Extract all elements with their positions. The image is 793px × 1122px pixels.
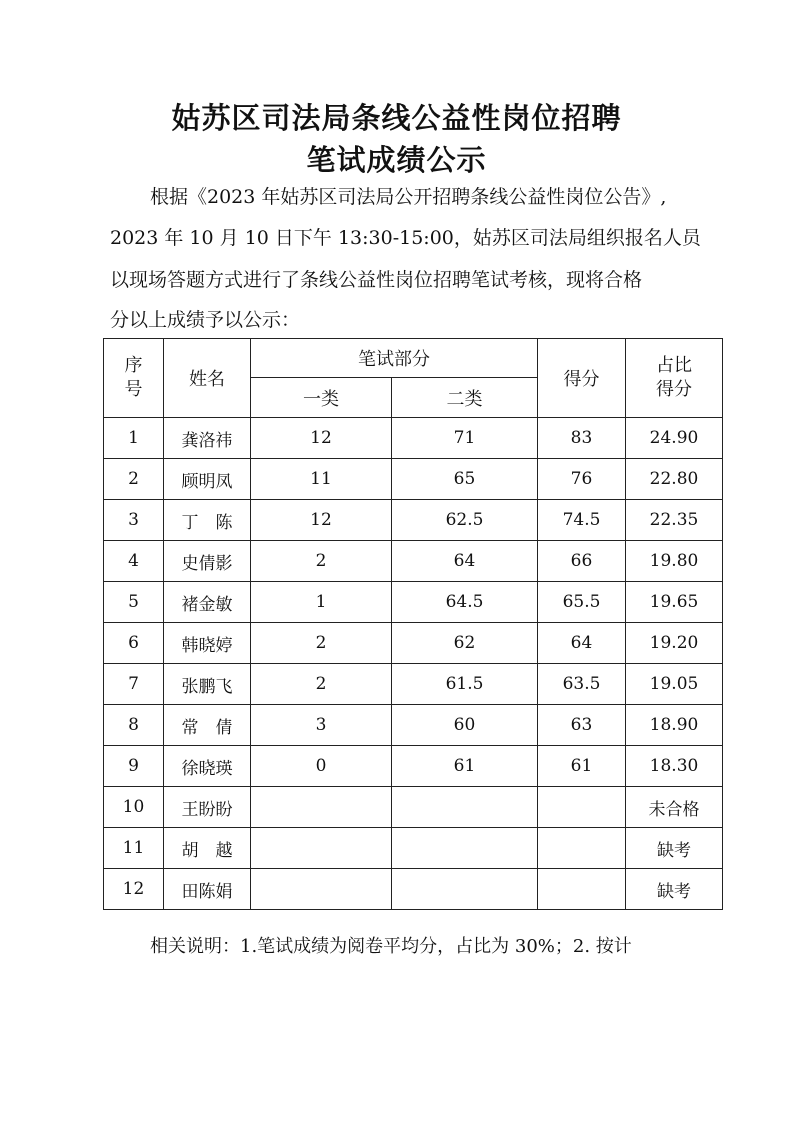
cell-cat2 [392,828,538,869]
header-written: 笔试部分 [251,339,538,378]
cell-cat2: 62 [392,623,538,664]
table-row [104,500,723,541]
cell-cat2: 65 [392,459,538,500]
cell-cat1: 2 [251,623,392,664]
cell-score [538,828,626,869]
cell-cat2: 61 [392,746,538,787]
score-table [103,338,723,910]
cell-cat1: 0 [251,746,392,787]
cell-seq: 6 [104,623,164,664]
cell-score: 76 [538,459,626,500]
document-subtitle: 笔试成绩公示 [306,143,487,177]
cell-name: 张鹏飞 [164,664,251,705]
table-row [104,664,723,705]
cell-name: 胡 越 [164,828,251,869]
table-row [104,582,723,623]
score-table-body [104,339,723,910]
header-seq [104,339,164,418]
cell-score: 61 [538,746,626,787]
cell-seq: 5 [104,582,164,623]
cell-cat2: 62.5 [392,500,538,541]
notes-text: 相关说明：1.笔试成绩为阅卷平均分，占比为 30%；2. 按计 [150,936,632,957]
cell-name: 常 倩 [164,705,251,746]
cell-ratio: 24.90 [626,418,723,459]
cell-name: 褚金敏 [164,582,251,623]
cell-ratio: 22.80 [626,459,723,500]
cell-seq: 12 [104,869,164,910]
cell-name: 顾明凤 [164,459,251,500]
document-title: 姑苏区司法局条线公益性岗位招聘 [171,101,622,135]
table-row [104,418,723,459]
cell-score: 83 [538,418,626,459]
cell-name: 徐晓瑛 [164,746,251,787]
cell-name: 丁 陈 [164,500,251,541]
intro-line-4: 分以上成绩予以公示： [110,309,301,331]
header-seq-line-2: 号 [124,379,143,400]
header-score: 得分 [538,339,626,418]
header-cat1: 一类 [251,378,392,418]
cell-ratio: 19.80 [626,541,723,582]
table-row [104,705,723,746]
header-ratio-line-2: 得分 [656,379,692,400]
cell-ratio: 缺考 [626,869,723,910]
header-ratio [626,339,723,418]
cell-seq: 1 [104,418,164,459]
cell-cat2: 60 [392,705,538,746]
cell-cat1: 12 [251,500,392,541]
cell-name: 龚洛祎 [164,418,251,459]
cell-cat1: 11 [251,459,392,500]
table-row [104,828,723,869]
cell-cat1: 2 [251,541,392,582]
cell-name: 田陈娟 [164,869,251,910]
table-header-row [104,339,723,378]
table-row [104,869,723,910]
cell-seq: 11 [104,828,164,869]
cell-cat2 [392,787,538,828]
cell-cat2: 64 [392,541,538,582]
cell-cat1: 12 [251,418,392,459]
header-cat2: 二类 [392,378,538,418]
cell-seq: 3 [104,500,164,541]
table-row [104,623,723,664]
cell-seq: 10 [104,787,164,828]
cell-seq: 8 [104,705,164,746]
cell-score: 63.5 [538,664,626,705]
table-row [104,541,723,582]
cell-cat1: 1 [251,582,392,623]
cell-name: 史倩影 [164,541,251,582]
cell-ratio: 19.20 [626,623,723,664]
cell-score: 63 [538,705,626,746]
cell-cat1: 2 [251,664,392,705]
cell-cat1 [251,787,392,828]
cell-cat2: 61.5 [392,664,538,705]
cell-ratio: 18.90 [626,705,723,746]
intro-line-1: 根据《2023 年姑苏区司法局公开招聘条线公益性岗位公告》, [150,186,667,208]
header-name: 姓名 [164,339,251,418]
cell-score: 64 [538,623,626,664]
cell-ratio: 19.65 [626,582,723,623]
cell-seq: 4 [104,541,164,582]
cell-score [538,869,626,910]
cell-cat1 [251,869,392,910]
header-seq-line-1: 序 [124,355,143,376]
cell-cat2: 71 [392,418,538,459]
cell-seq: 9 [104,746,164,787]
cell-score: 66 [538,541,626,582]
cell-score [538,787,626,828]
header-ratio-line-1: 占比 [656,355,692,376]
cell-cat2 [392,869,538,910]
cell-seq: 2 [104,459,164,500]
cell-ratio: 19.05 [626,664,723,705]
table-row [104,787,723,828]
cell-score: 65.5 [538,582,626,623]
cell-seq: 7 [104,664,164,705]
intro-line-3: 以现场答题方式进行了条线公益性岗位招聘笔试考核，现将合格 [110,269,643,291]
cell-ratio: 18.30 [626,746,723,787]
cell-cat2: 64.5 [392,582,538,623]
cell-ratio: 22.35 [626,500,723,541]
cell-name: 韩晓婷 [164,623,251,664]
table-row [104,459,723,500]
table-row [104,746,723,787]
cell-cat1: 3 [251,705,392,746]
cell-score: 74.5 [538,500,626,541]
intro-line-2: 2023 年 10 月 10 日下午 13:30-15:00，姑苏区司法局组织报名人员 [110,227,701,249]
cell-cat1 [251,828,392,869]
cell-ratio: 缺考 [626,828,723,869]
cell-ratio: 未合格 [626,787,723,828]
cell-name: 王盼盼 [164,787,251,828]
